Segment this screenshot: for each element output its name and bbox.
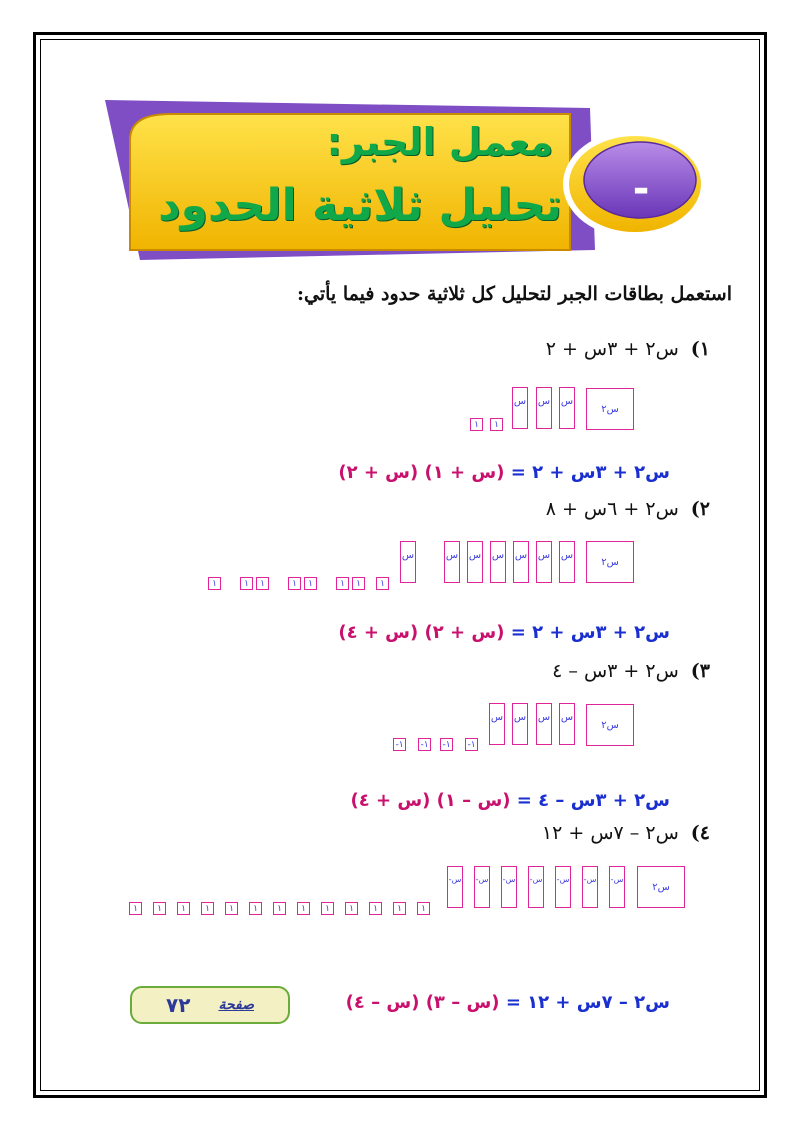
x-tile: س [536, 387, 552, 429]
problem-3-answer [350, 790, 670, 811]
answer-factors: (س + ١) (س + ٢) [338, 462, 505, 483]
unit-tile: ١ [201, 902, 214, 915]
lesson-title-line2: تحليل ثلاثية الحدود [158, 180, 562, 231]
answer-expression: س٢ + ٣س – ٤ = [516, 790, 670, 811]
answer-expression: س٢ + ٣س + ٢ = [510, 622, 670, 643]
negative-x-tile: -س [609, 866, 625, 908]
x-tile: س [536, 541, 552, 583]
x-tile: س [512, 387, 528, 429]
problem-4-expression [542, 822, 710, 844]
problem-1-answer [338, 462, 670, 483]
x-squared-tile: س٢ [586, 388, 634, 430]
problem-number: ٤) [690, 822, 710, 844]
x-tile: س [513, 541, 529, 583]
unit-tile: ١ [393, 902, 406, 915]
x-squared-tile: س٢ [637, 866, 685, 908]
negative-x-tile: -س [474, 866, 490, 908]
problem-1-expression [546, 338, 710, 360]
problem-4-answer [346, 992, 670, 1013]
unit-tile: ١ [208, 577, 221, 590]
answer-expression: س٢ + ٣س + ٢ = [510, 462, 670, 483]
negative-x-tile: -س [447, 866, 463, 908]
negative-x-tile: -س [555, 866, 571, 908]
negative-unit-tile: -١ [440, 738, 453, 751]
unit-tile: ١ [256, 577, 269, 590]
unit-tile: ١ [417, 902, 430, 915]
unit-tile: ١ [273, 902, 286, 915]
answer-factors: (س – ١) (س + ٤) [350, 790, 511, 811]
x-tile: س [400, 541, 416, 583]
problem-expression: س٢ – ٧س + ١٢ [541, 822, 679, 844]
unit-tile: ١ [297, 902, 310, 915]
unit-tile: ١ [336, 577, 349, 590]
unit-tile: ١ [153, 902, 166, 915]
problem-expression: س٢ + ٣س + ٢ [545, 338, 679, 360]
x-tile: س [490, 541, 506, 583]
problem-2-expression [546, 498, 710, 520]
negative-unit-tile: -١ [393, 738, 406, 751]
x-tile: س [512, 703, 528, 745]
lesson-banner [100, 100, 710, 270]
x-tile: س [489, 703, 505, 745]
negative-unit-tile: -١ [465, 738, 478, 751]
page-label: صفحة [218, 997, 254, 1013]
answer-factors: (س – ٣) (س – ٤) [345, 992, 500, 1013]
problem-2-answer [338, 622, 670, 643]
unit-tile: ١ [352, 577, 365, 590]
unit-tile: ١ [129, 902, 142, 915]
x-tile: س [559, 541, 575, 583]
x-squared-tile: س٢ [586, 541, 634, 583]
x-tile: س [444, 541, 460, 583]
x-squared-tile: س٢ [586, 704, 634, 746]
unit-tile: ١ [376, 577, 389, 590]
instructions-text: استعمل بطاقات الجبر لتحليل كل ثلاثية حدود فيما يأتي: [297, 283, 732, 305]
lesson-number-marker: - [632, 166, 650, 212]
unit-tile: ١ [490, 418, 503, 431]
unit-tile: ١ [304, 577, 317, 590]
page-reference-box [130, 986, 290, 1024]
answer-factors: (س + ٢) (س + ٤) [338, 622, 505, 643]
unit-tile: ١ [177, 902, 190, 915]
lesson-title-line1: معمل الجبر: [326, 120, 554, 164]
x-tile: س [467, 541, 483, 583]
unit-tile: ١ [249, 902, 262, 915]
unit-tile: ١ [288, 577, 301, 590]
x-tile: س [559, 703, 575, 745]
problem-expression: س٢ + ٦س + ٨ [545, 498, 679, 520]
problem-number: ٣) [690, 660, 710, 682]
page-number: ٧٢ [166, 993, 191, 1017]
negative-x-tile: -س [501, 866, 517, 908]
problem-3-expression [552, 660, 710, 682]
x-tile: س [536, 703, 552, 745]
unit-tile: ١ [225, 902, 238, 915]
answer-expression: س٢ – ٧س + ١٢ = [505, 992, 670, 1013]
unit-tile: ١ [321, 902, 334, 915]
unit-tile: ١ [240, 577, 253, 590]
negative-x-tile: -س [582, 866, 598, 908]
problem-number: ١) [690, 338, 710, 360]
negative-x-tile: -س [528, 866, 544, 908]
unit-tile: ١ [369, 902, 382, 915]
unit-tile: ١ [470, 418, 483, 431]
x-tile: س [559, 387, 575, 429]
problem-number: ٢) [690, 498, 710, 520]
problem-expression: س٢ + ٣س – ٤ [552, 660, 679, 682]
negative-unit-tile: -١ [418, 738, 431, 751]
unit-tile: ١ [345, 902, 358, 915]
